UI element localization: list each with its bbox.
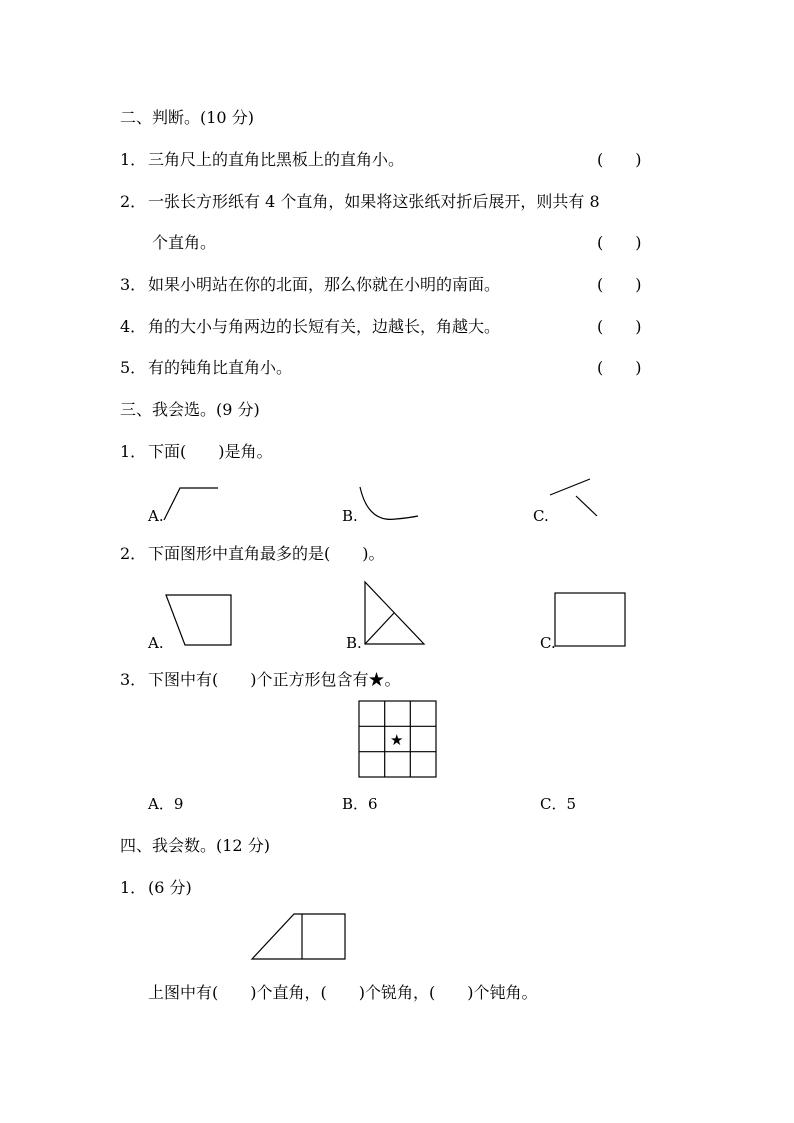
q3-1-number: 1．	[120, 442, 147, 461]
q2-2-text: 一张长方形纸有 4 个直角，如果将这张纸对折后展开，则共有 8	[148, 192, 600, 211]
q3-2-option-c-label[interactable]: C.	[540, 634, 556, 652]
q2-5-number: 5．	[120, 358, 147, 377]
q3-1-option-b-label[interactable]: B.	[342, 507, 358, 525]
q3-3-number: 3．	[120, 670, 147, 689]
q3-1-option-b-figure	[358, 485, 428, 530]
q2-2-answer-blank[interactable]: ( )	[597, 233, 642, 252]
q3-2-option-c-rectangle	[553, 591, 633, 651]
section-4-heading: 四、我会数。(12 分)	[120, 836, 270, 855]
q2-1-answer-blank[interactable]: ( )	[597, 150, 642, 169]
q2-5-answer-blank[interactable]: ( )	[597, 358, 642, 377]
q3-3-option-a[interactable]: A．9	[148, 795, 184, 813]
q4-1-answer-sentence: 上图中有( )个直角，( )个锐角，( )个钝角。	[148, 983, 538, 1002]
q2-3-text: 如果小明站在你的北面，那么你就在小明的南面。	[148, 275, 501, 294]
section-3-heading: 三、我会选。(9 分)	[120, 400, 260, 419]
q3-1-option-c-label[interactable]: C.	[533, 507, 549, 525]
q2-5-text: 有的钝角比直角小。	[148, 358, 293, 377]
q3-3-option-c[interactable]: C．5	[540, 795, 577, 813]
q3-2-option-a-label[interactable]: A.	[148, 634, 164, 652]
q2-4-answer-blank[interactable]: ( )	[597, 317, 642, 336]
q2-2-number: 2．	[120, 192, 147, 211]
q2-2-text-cont: 个直角。	[152, 233, 217, 252]
q2-3-number: 3．	[120, 275, 147, 294]
star-icon: ★	[390, 731, 404, 749]
q4-1-trapezoid-figure	[250, 912, 350, 962]
q3-1-text: 下面( )是角。	[148, 442, 273, 461]
q3-1-option-a-label[interactable]: A.	[148, 507, 164, 525]
q3-1-option-c-figure	[548, 476, 608, 526]
q2-1-text: 三角尺上的直角比黑板上的直角小。	[148, 150, 405, 169]
q2-4-number: 4．	[120, 317, 147, 336]
q3-2-option-b-label[interactable]: B.	[346, 634, 362, 652]
q3-2-option-a-trapezoid	[163, 593, 243, 653]
q2-3-answer-blank[interactable]: ( )	[597, 275, 642, 294]
q3-2-option-b-triangle	[360, 580, 440, 650]
q3-2-number: 2．	[120, 544, 147, 563]
q2-4-text: 角的大小与角两边的长短有关，边越长，角越大。	[148, 317, 501, 336]
q3-1-option-a-figure	[162, 482, 222, 522]
q2-1-number: 1．	[120, 150, 147, 169]
q4-1-points: (6 分)	[148, 878, 192, 897]
section-2-heading: 二、判断。(10 分)	[120, 108, 254, 127]
q3-2-text: 下面图形中直角最多的是( )。	[148, 544, 385, 563]
q4-1-number: 1．	[120, 878, 147, 897]
q3-3-text: 下图中有( )个正方形包含有★。	[148, 670, 401, 689]
q3-3-option-b[interactable]: B．6	[342, 795, 378, 813]
